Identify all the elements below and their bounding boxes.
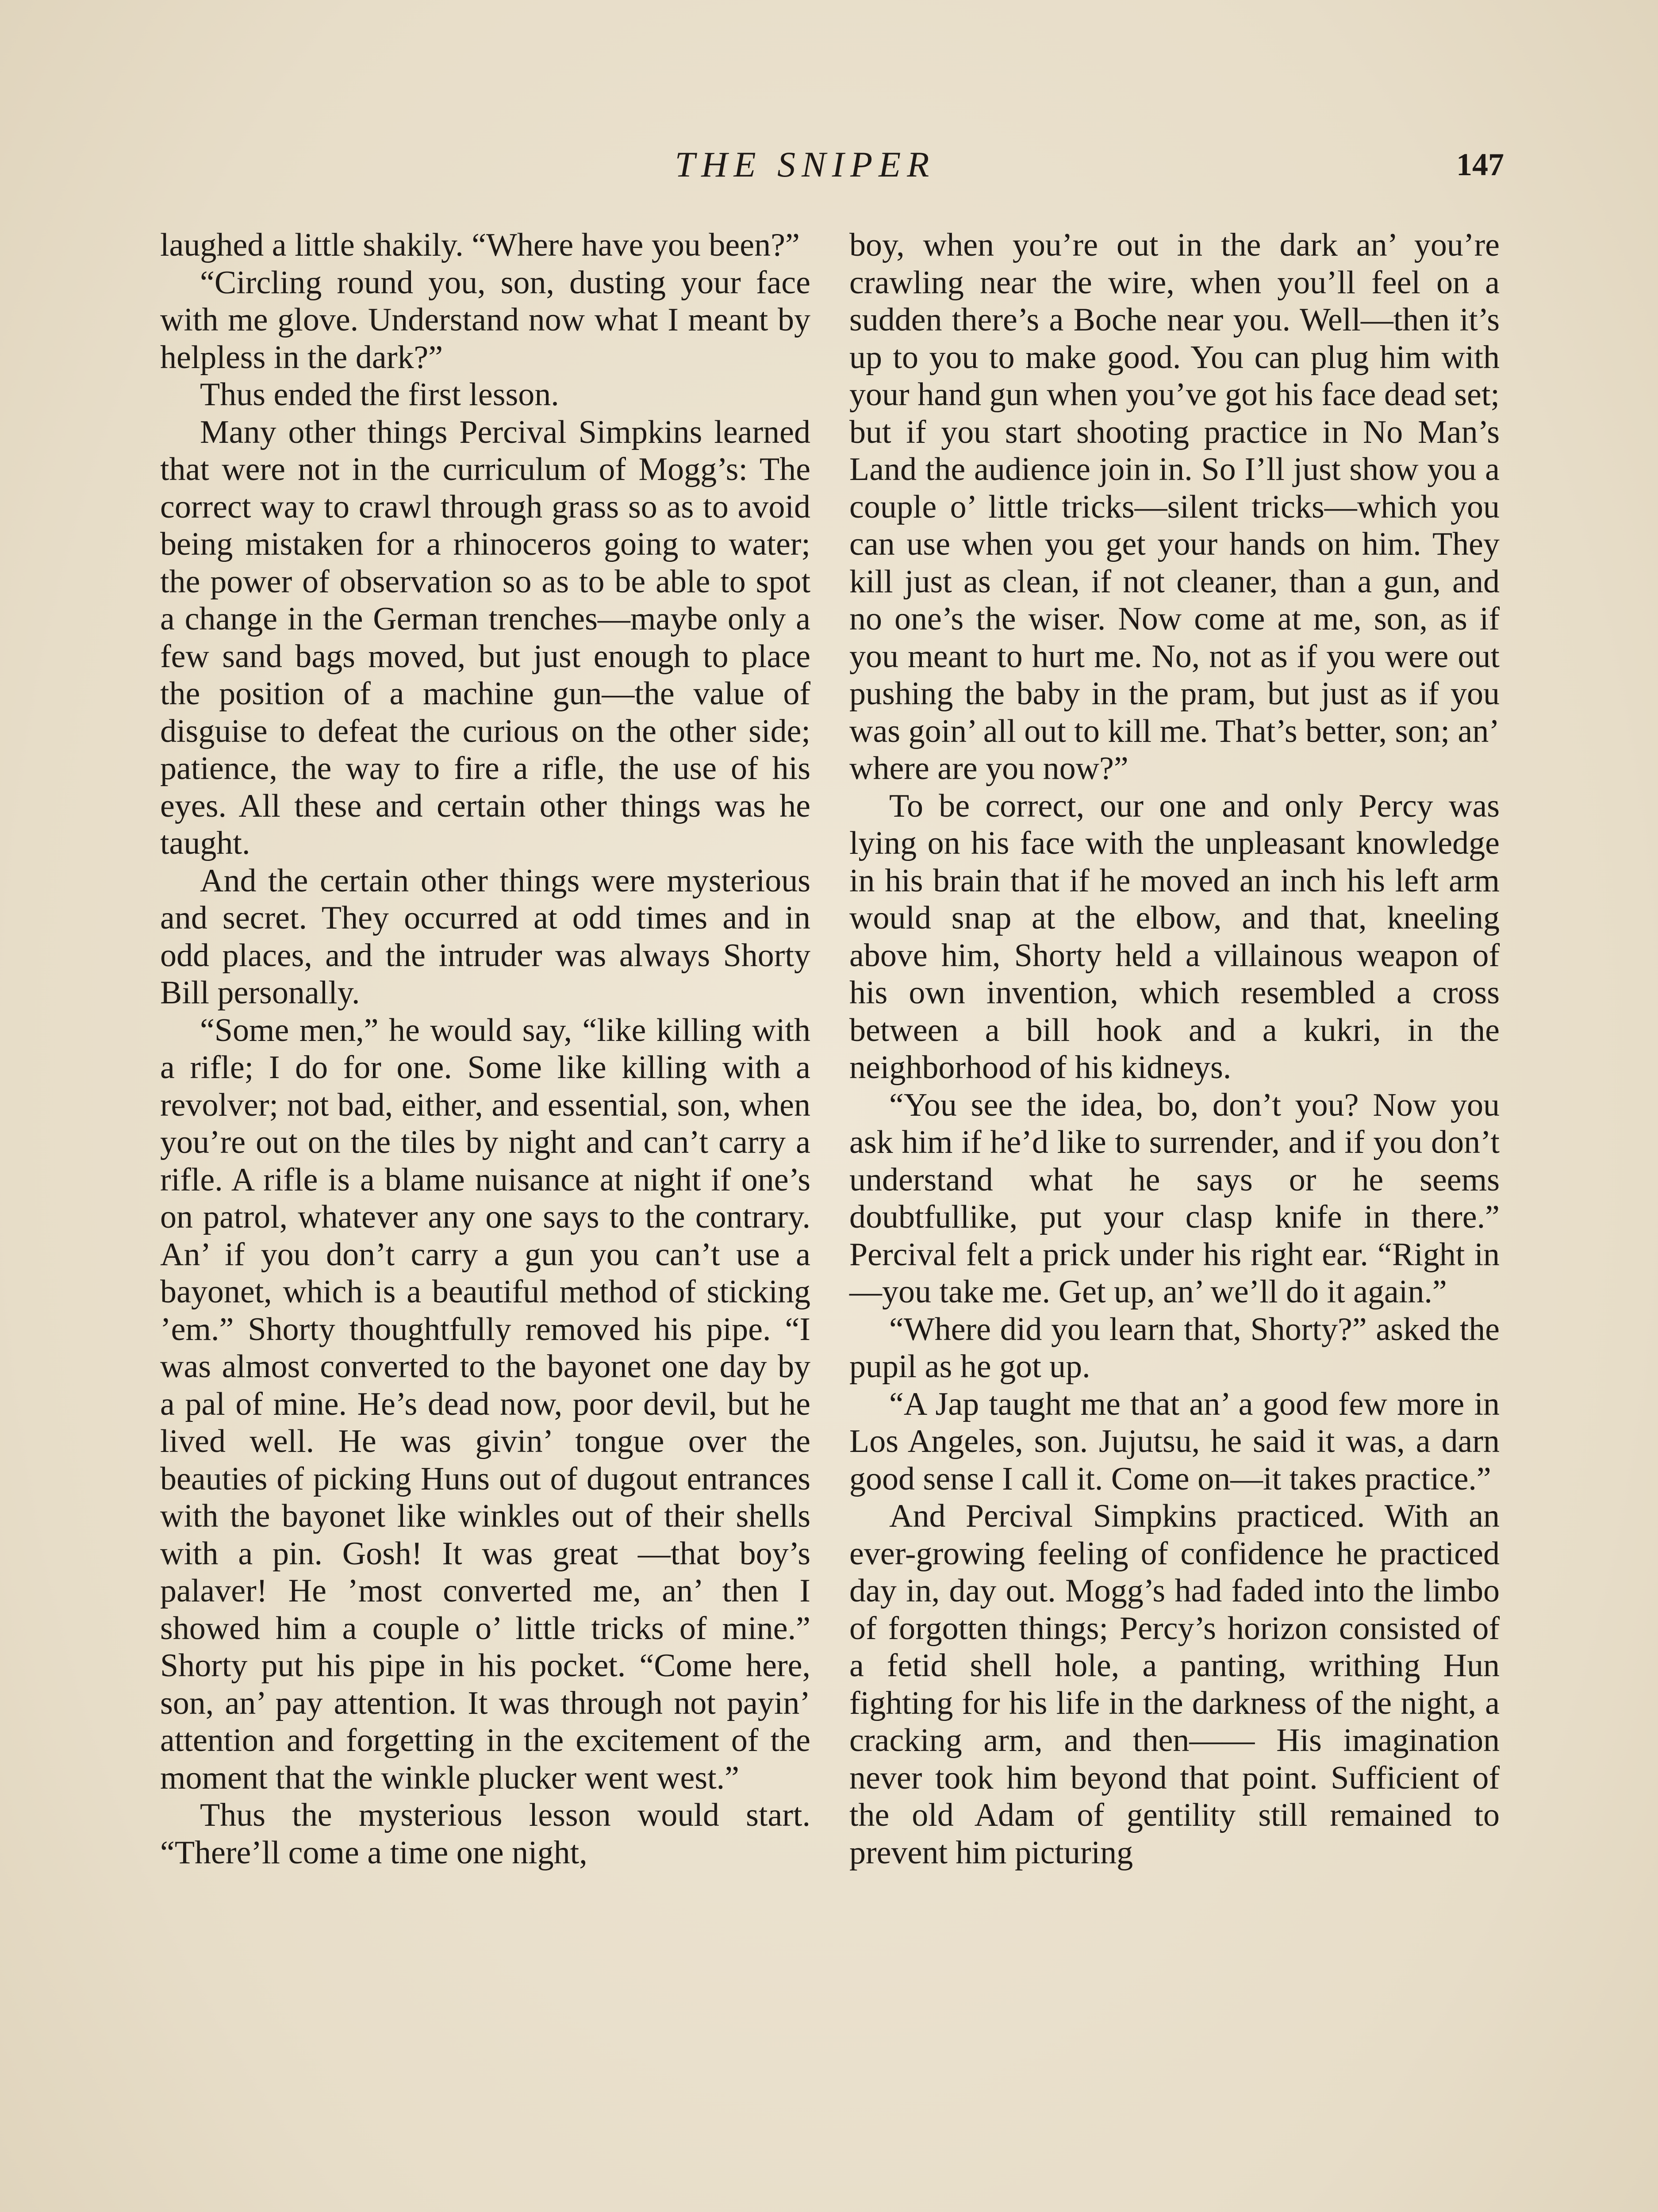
paragraph: And Percival Simpkins practiced. With an ever-growing feeling of confidence he practiced day in, day out. Mogg’s had faded into the limbo of forgotten things; Percy’s horizon consisted of a fetid shell hole, a panting, writhing Hun fighting for his life in the darkness of the night, a cracking arm, and then—— His imagination never took him beyond that point. Sufficient of the old Adam of gentility still remained to prevent him picturing	[849, 1498, 1500, 1871]
paragraph: And the certain other things were mysterious and secret. They occurred at odd times and in odd places, and the intruder was always Shorty Bill personally.	[160, 862, 810, 1011]
paragraph: “Circling round you, son, dusting your face with me glove. Understand now what I meant by helpless in the dark?”	[160, 264, 810, 376]
running-head	[0, 142, 1658, 196]
paragraph: “Some men,” he would say, “like killing with a rifle; I do for one. Some like killing with a revolver; not bad, either, and essential, son, when you’re out on the tiles by night and can’t carry a rifle. A rifle is a blame nuisance at night if one’s on patrol, whatever any one says to the contrary. An’ if you don’t carry a gun you can’t use a bayonet, which is a beautiful method of sticking ’em.” Shorty thoughtfully removed his pipe. “I was almost converted to the bayonet one day by a pal of mine. He’s dead now, poor devil, but he lived well. He was givin’ tongue over the beauties of picking Huns out of dugout entrances with the bayonet like winkles out of their shells with a pin. Gosh! It was great —that boy’s palaver! He ’most converted me, an’ then I showed him a couple o’ little tricks of mine.” Shorty put his pipe in his pocket. “Come here, son, an’ pay attention. It was through not payin’ attention and forgetting in the excitement of the moment that the winkle plucker went west.”	[160, 1012, 810, 1796]
paragraph: Thus ended the first lesson.	[200, 376, 559, 413]
paragraph: “Where did you learn that, Shorty?” asked the pupil as he got up.	[849, 1311, 1500, 1385]
running-title: THE SNIPER	[675, 144, 936, 184]
paragraph: Many other things Percival Simpkins learned that were not in the curriculum of Mogg’s: The correct way to crawl through grass so as to avoid being mistaken for a rhinoceros going to water; the power of observation so as to be able to spot a change in the German trenches—maybe only a few sand bags moved, but just enough to place the position of a machine gun—the value of disguise to defeat the curious on the other side; patience, the way to fire a rifle, the use of his eyes. All these and certain other things was he taught.	[160, 414, 810, 861]
paragraph: boy, when you’re out in the dark an’ you’re crawling near the wire, when you’ll feel on a sudden there’s a Boche near you. Well—then it’s up to you to make good. You can plug him with your hand gun when you’ve got his face dead set; but if you start shooting practice in No Man’s Land the audience join in. So I’ll just show you a couple o’ little tricks—silent tricks—which you can use when you get your hands on him. They kill just as clean, if not cleaner, than a gun, and no one’s the wiser. Now come at me, son, as if you meant to hurt me. No, not as if you were out pushing the baby in the pram, but just as if you was goin’ all out to kill me. That’s better, son; an’ where are you now?”	[849, 227, 1500, 787]
paragraph: “You see the idea, bo, don’t you? Now you ask him if he’d like to surrender, and if you don’t understand what he says or he seems doubtfullike, put your clasp knife in there.” Percival felt a prick under his right ear. “Right in—you take me. Get up, an’ we’ll do it again.”	[849, 1087, 1500, 1310]
left-column	[160, 227, 810, 1871]
paragraph: Thus the mysterious lesson would start. “There’ll come a time one night,	[160, 1797, 810, 1871]
paragraph: laughed a little shakily. “Where have you been?”	[160, 227, 800, 263]
paragraph: “A Jap taught me that an’ a good few more in Los Angeles, son. Jujutsu, he said it was, a darn good sense I call it. Come on—it takes practice.”	[849, 1386, 1500, 1497]
right-column	[849, 227, 1500, 1871]
paragraph: To be correct, our one and only Percy was lying on his face with the unpleasant knowledge in his brain that if he moved an inch his left arm would snap at the elbow, and that, kneeling above him, Shorty held a villainous weapon of his own invention, which resembled a cross between a bill hook and a kukri, in the neighborhood of his kidneys.	[849, 787, 1500, 1086]
page-number: 147	[1456, 147, 1504, 182]
